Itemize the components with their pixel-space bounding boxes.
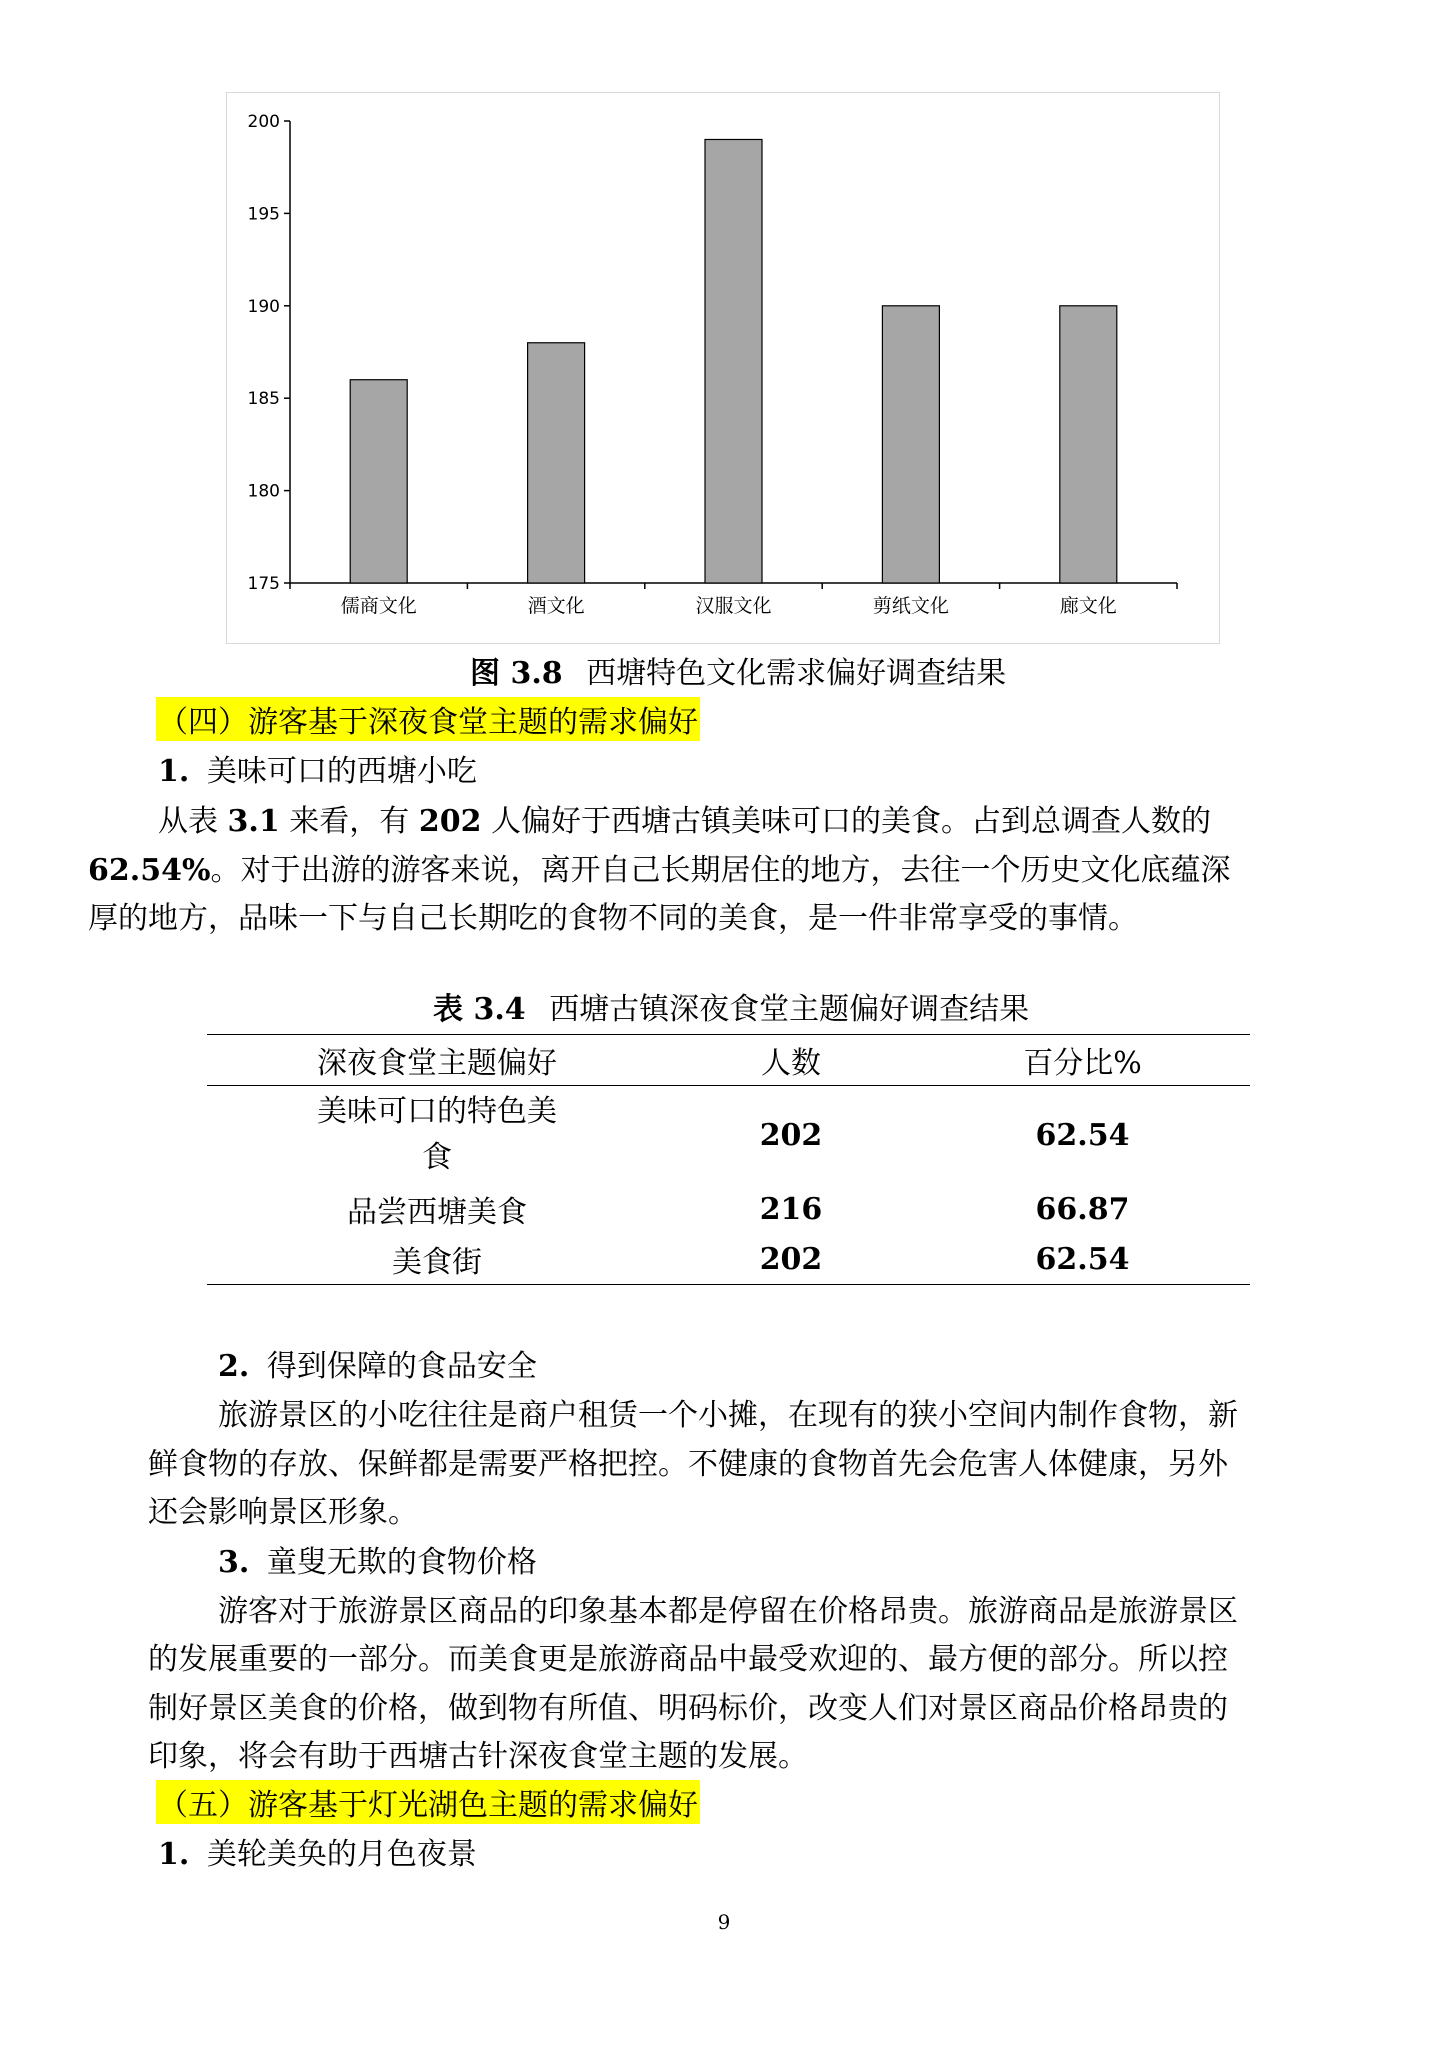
- subheading-3-number: 3.: [218, 1545, 250, 1580]
- table-header-theme: 深夜食堂主题偏好: [317, 1046, 557, 1081]
- paragraph-3-line-3: 制好景区美食的价格，做到物有所值、明码标价，改变人们对景区商品价格昂贵的: [148, 1691, 1228, 1726]
- figure-caption: [470, 648, 1006, 692]
- section-five-heading: （五）游客基于灯光湖色主题的需求偏好: [156, 1780, 700, 1824]
- subheading-3: [218, 1537, 537, 1581]
- table-cell-count: 202: [759, 1241, 823, 1277]
- x-tick-label: 儒商文化: [340, 595, 417, 617]
- page-number: 9: [717, 1910, 731, 1934]
- y-tick-label: 175: [247, 574, 280, 594]
- y-tick-label: 195: [247, 204, 280, 225]
- subheading-5-1-number: 1.: [158, 1837, 190, 1872]
- subheading-5-1: [158, 1829, 477, 1873]
- x-tick-label: 廊文化: [1059, 595, 1117, 617]
- table-cell-count: 202: [759, 1117, 823, 1153]
- subheading-5-1-title: 美轮美奂的月色夜景: [206, 1837, 477, 1872]
- x-tick-label: 汉服文化: [695, 595, 772, 617]
- figure-caption-number: 图 3.8: [470, 656, 563, 691]
- table-cell-theme: 品尝西塘美食: [347, 1195, 527, 1230]
- table-row: [207, 1184, 1250, 1234]
- paragraph-1-line-1: [158, 796, 1211, 840]
- table-cell-percent: 66.87: [1035, 1191, 1130, 1227]
- table-cell-percent: 62.54: [1035, 1241, 1130, 1277]
- subheading-1-number: 1.: [158, 754, 190, 789]
- table-caption: [433, 984, 1029, 1028]
- table-caption-text: 西塘古镇深夜食堂主题偏好调查结果: [549, 992, 1030, 1027]
- y-tick-label: 200: [247, 112, 280, 132]
- subheading-2-number: 2.: [218, 1349, 250, 1384]
- paragraph-2-line-1: 旅游景区的小吃往往是商户租赁一个小摊，在现有的狭小空间内制作食物，新: [218, 1398, 1238, 1433]
- bar: [350, 380, 407, 583]
- para1-text: 来看，有: [279, 804, 419, 839]
- bar: [1060, 306, 1117, 583]
- subheading-1: [158, 746, 477, 790]
- para1-text: 从表: [158, 804, 228, 839]
- table-row: [207, 1234, 1250, 1285]
- y-tick-label: 190: [247, 296, 280, 317]
- subheading-3-title: 童叟无欺的食物价格: [266, 1545, 537, 1580]
- table-cell-theme: 美食街: [392, 1245, 482, 1280]
- subheading-1-title: 美味可口的西塘小吃: [206, 754, 477, 789]
- paragraph-1-line-3: 厚的地方，品味一下与自己长期吃的食物不同的美食，是一件非常享受的事情。: [88, 901, 1138, 936]
- paragraph-3-line-2: 的发展重要的一部分。而美食更是旅游商品中最受欢迎的、最方便的部分。所以控: [148, 1642, 1228, 1677]
- table-cell-theme-line: 食: [422, 1140, 452, 1175]
- table-cell-percent: 62.54: [1035, 1117, 1130, 1153]
- table-header-count: 人数: [761, 1046, 821, 1081]
- table-header-percent: 百分比%: [1023, 1046, 1142, 1081]
- figure-caption-text: 西塘特色文化需求偏好调查结果: [586, 656, 1007, 691]
- para1-text: 。对于出游的游客来说，离开自己长期居住的地方，去往一个历史文化底蕴深: [210, 853, 1231, 888]
- para1-count: 202: [418, 804, 482, 839]
- y-tick-label: 180: [247, 481, 280, 502]
- para1-text: 人偏好于西塘古镇美味可口的美食。占到总调查人数的: [481, 804, 1211, 839]
- y-tick-label: 185: [247, 389, 280, 410]
- subheading-2: [218, 1341, 537, 1385]
- para1-percent: 62.54%: [88, 853, 211, 888]
- bar: [705, 139, 762, 583]
- bar: [882, 306, 939, 583]
- paragraph-1-line-2: [88, 845, 1230, 889]
- bar: [528, 343, 585, 583]
- table-cell-count: 216: [759, 1191, 823, 1227]
- x-tick-label: 酒文化: [527, 595, 585, 617]
- paragraph-3-line-1: 游客对于旅游景区商品的印象基本都是停留在价格昂贵。旅游商品是旅游景区: [218, 1594, 1238, 1629]
- preference-table: [207, 1034, 1250, 1285]
- table-header-row: [207, 1035, 1250, 1086]
- section-four-heading: （四）游客基于深夜食堂主题的需求偏好: [156, 697, 700, 741]
- paragraph-2-line-3: 还会影响景区形象。: [148, 1495, 418, 1530]
- bar-chart: [226, 92, 1220, 644]
- x-tick-label: 剪纸文化: [872, 595, 949, 617]
- table-cell-theme: [207, 1086, 667, 1185]
- subheading-2-title: 得到保障的食品安全: [266, 1349, 537, 1384]
- table-cell-theme-line: 美味可口的特色美: [317, 1094, 557, 1129]
- table-row: [207, 1086, 1250, 1185]
- chart-canvas: [227, 93, 1221, 645]
- para1-ref-table: 3.1: [227, 804, 280, 839]
- paragraph-3-line-4: 印象，将会有助于西塘古针深夜食堂主题的发展。: [148, 1739, 808, 1774]
- paragraph-2-line-2: 鲜食物的存放、保鲜都是需要严格把控。不健康的食物首先会危害人体健康，另外: [148, 1447, 1228, 1482]
- table-caption-number: 表 3.4: [433, 992, 526, 1027]
